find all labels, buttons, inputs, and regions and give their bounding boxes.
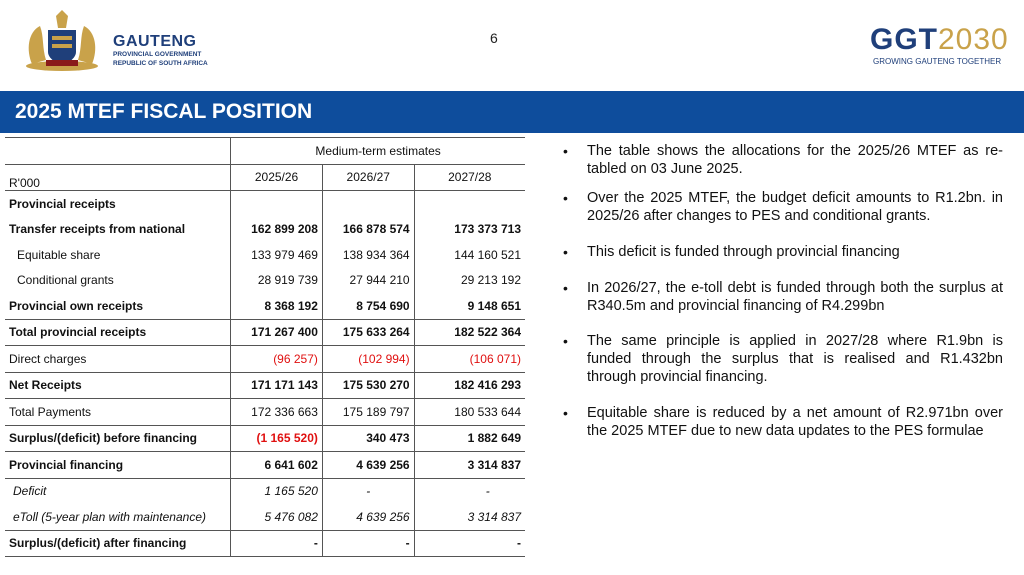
cell-value: 1 165 520	[231, 478, 323, 504]
ggt-tagline: GROWING GAUTENG TOGETHER	[873, 57, 1002, 66]
table-row	[5, 319, 525, 346]
cell-value: 180 533 644	[414, 399, 525, 426]
cell-value: (102 994)	[322, 346, 414, 373]
table-row	[5, 504, 525, 530]
group-header: Medium-term estimates	[231, 138, 525, 165]
bullet-icon: •	[563, 244, 568, 260]
cell-value: 144 160 521	[414, 242, 525, 268]
fiscal-position-table	[5, 137, 525, 557]
cell-value: 29 213 192	[414, 268, 525, 294]
cell-value: 9 148 651	[414, 293, 525, 319]
bullet-item	[563, 332, 1003, 386]
page-title: 2025 MTEF FISCAL POSITION	[15, 100, 313, 123]
cell-value: -	[322, 530, 414, 557]
table-row	[5, 268, 525, 294]
cell-value: 175 189 797	[322, 399, 414, 426]
cell-value: 182 416 293	[414, 372, 525, 399]
table-row	[5, 372, 525, 399]
cell-value: 1 882 649	[414, 425, 525, 452]
cell-value: 182 522 364	[414, 319, 525, 346]
table-header-row-2	[5, 164, 525, 191]
cell-value: 173 373 713	[414, 217, 525, 243]
cell-value: -	[231, 530, 323, 557]
cell-value: -	[322, 478, 414, 504]
row-label: Direct charges	[5, 346, 231, 373]
unit-label: R'000	[5, 164, 231, 191]
cell-value: 27 944 210	[322, 268, 414, 294]
row-label: Net Receipts	[5, 372, 231, 399]
gauteng-subtitle-2: REPUBLIC OF SOUTH AFRICA	[113, 60, 208, 67]
row-label: Provincial financing	[5, 452, 231, 479]
table-row	[5, 452, 525, 479]
cell-value	[231, 191, 323, 217]
table-row	[5, 530, 525, 557]
table-row	[5, 191, 525, 217]
gauteng-logo	[18, 8, 208, 72]
cell-value: 6 641 602	[231, 452, 323, 479]
table-header-row-1	[5, 138, 525, 165]
cell-value: (96 257)	[231, 346, 323, 373]
bullet-item	[563, 142, 1003, 178]
bullet-icon: •	[563, 280, 568, 296]
table-row	[5, 478, 525, 504]
cell-value: 133 979 469	[231, 242, 323, 268]
table-row	[5, 293, 525, 319]
row-label: eToll (5-year plan with maintenance)	[13, 509, 206, 524]
coat-of-arms-icon	[18, 8, 106, 72]
bullet-text: The table shows the allocations for the 2025/26 MTEF as re-tabled on 03 June 2025.	[587, 143, 1003, 177]
bullet-text: Over the 2025 MTEF, the budget deficit amounts to R1.2bn. in 2025/26 after changes to PES and conditional grants.	[587, 190, 1003, 224]
cell-value	[322, 191, 414, 217]
row-label: Total provincial receipts	[5, 319, 231, 346]
row-label: Equitable share	[17, 247, 101, 262]
year-header: 2025/26	[231, 164, 323, 191]
cell-value: 340 473	[322, 425, 414, 452]
page-number: 6	[490, 30, 498, 46]
cell-value: 175 633 264	[322, 319, 414, 346]
cell-value: 166 878 574	[322, 217, 414, 243]
ggt2030-logo	[870, 24, 1009, 56]
cell-value: 162 899 208	[231, 217, 323, 243]
table-row	[5, 217, 525, 243]
cell-value: 171 267 400	[231, 319, 323, 346]
bullet-item	[563, 404, 1003, 440]
cell-value: 28 919 739	[231, 268, 323, 294]
bullet-text: This deficit is funded through provincial financing	[587, 244, 900, 260]
year-header: 2026/27	[322, 164, 414, 191]
ggt-logo-part1: GGT	[870, 23, 938, 56]
bullet-icon: •	[563, 405, 568, 421]
table-row	[5, 399, 525, 426]
bullet-text: In 2026/27, the e-toll debt is funded through both the surplus at R340.5m and provincial financing of R4.299bn	[587, 280, 1003, 314]
bullet-icon: •	[563, 143, 568, 159]
year-header: 2027/28	[414, 164, 525, 191]
cell-value: 138 934 364	[322, 242, 414, 268]
row-label: Surplus/(deficit) after financing	[5, 530, 231, 557]
bullet-item	[563, 279, 1003, 315]
row-label: Transfer receipts from national	[9, 222, 186, 237]
table-row	[5, 425, 525, 452]
cell-value: -	[414, 478, 525, 504]
cell-value	[414, 191, 525, 217]
bullet-icon: •	[563, 190, 568, 206]
row-label: Provincial receipts	[5, 191, 231, 217]
table-row	[5, 242, 525, 268]
bullet-text: Equitable share is reduced by a net amount of R2.971bn over the 2025 MTEF due to new data updates to the PES formulae	[587, 405, 1003, 439]
cell-value: 175 530 270	[322, 372, 414, 399]
row-label: Surplus/(deficit) before financing	[5, 425, 231, 452]
cell-value: 8 368 192	[231, 293, 323, 319]
cell-value: 172 336 663	[231, 399, 323, 426]
cell-value: 171 171 143	[231, 372, 323, 399]
table-row	[5, 346, 525, 373]
cell-value: 8 754 690	[322, 293, 414, 319]
cell-value: 4 639 256	[322, 504, 414, 530]
cell-value: 5 476 082	[231, 504, 323, 530]
cell-value: (106 071)	[414, 346, 525, 373]
cell-value: (1 165 520)	[231, 425, 323, 452]
bullet-icon: •	[563, 333, 568, 349]
row-label: Deficit	[5, 478, 231, 504]
bullet-item	[563, 189, 1003, 225]
ggt-logo-part2: 2030	[938, 23, 1009, 56]
cell-value: 3 314 837	[414, 452, 525, 479]
cell-value: -	[414, 530, 525, 557]
gauteng-wordmark: GAUTENG	[113, 33, 197, 50]
cell-value: 4 639 256	[322, 452, 414, 479]
gauteng-subtitle-1: PROVINCIAL GOVERNMENT	[113, 51, 202, 58]
bullet-item	[563, 243, 1003, 261]
row-label: Total Payments	[5, 399, 231, 426]
bullet-text: The same principle is applied in 2027/28 where R1.9bn is funded through the surplus that is realised and R1.432bn through provincial financing.	[587, 333, 1003, 385]
row-label: Provincial own receipts	[9, 298, 144, 313]
row-label: Conditional grants	[17, 273, 114, 288]
cell-value: 3 314 837	[414, 504, 525, 530]
